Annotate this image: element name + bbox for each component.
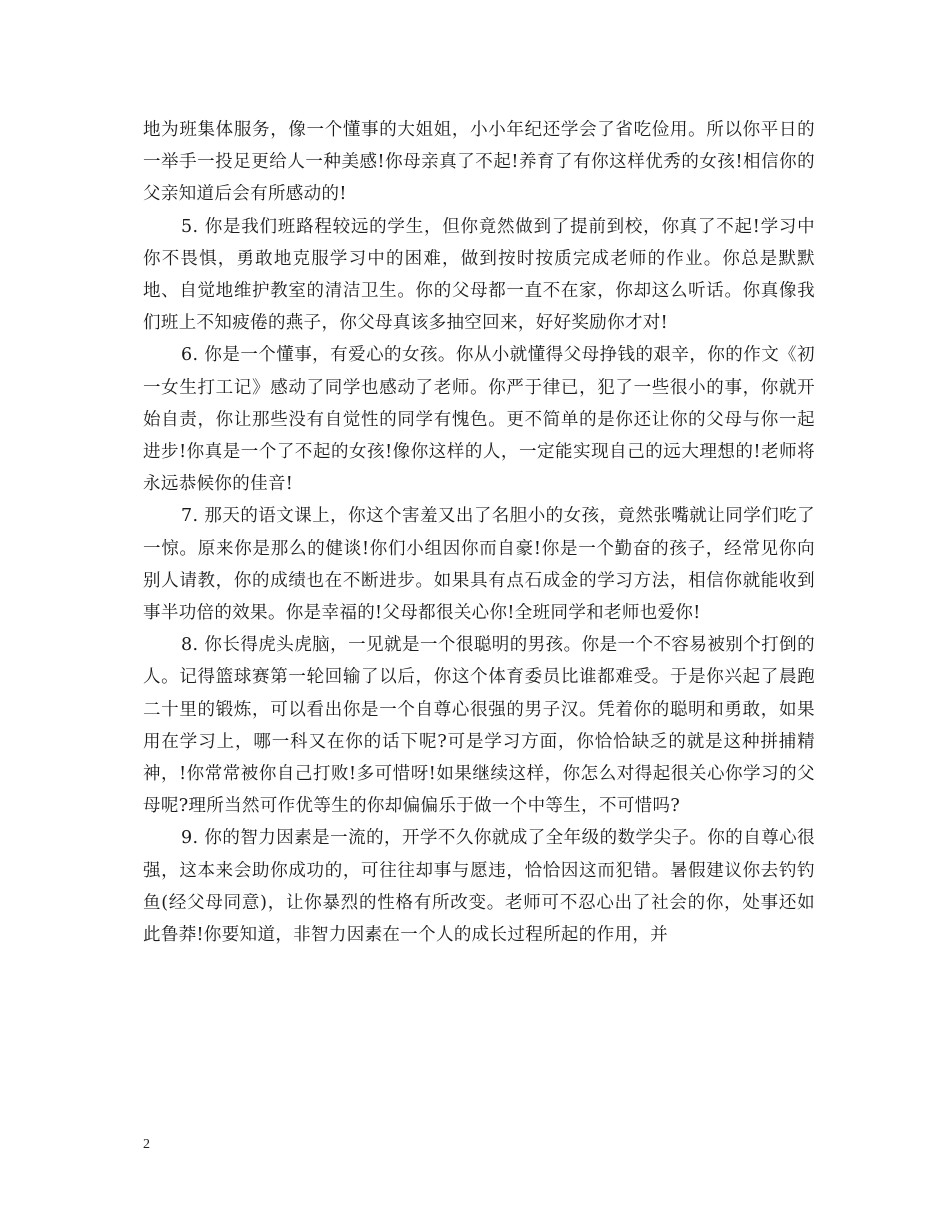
paragraph-item-8: 8. 你长得虎头虎脑，一见就是一个很聪明的男孩。你是一个不容易被别个打倒的人。记得篮球赛第一轮回输了以后，你这个体育委员比谁都难受。于是你兴起了晨跑二十里的锻炼，可以看出你是一个自尊心很强的男子汉。凭着你的聪明和勇敢，如果用在学习上，哪一科又在你的话下呢?可是学习方面，你恰恰缺乏的就是这种拼捕精神，!你常常被你自己打败!多可惜呀!如果继续这样，你怎么对得起很关心你学习的父母呢?理所当然可作优等生的你却偏偏乐于做一个中等生，不可惜吗?: [143, 635, 815, 817]
document-body: [143, 114, 815, 951]
paragraph-item-6: 6. 你是一个懂事，有爱心的女孩。你从小就懂得父母挣钱的艰辛，你的作文《初一女生打工记》感动了同学也感动了老师。你严于律已，犯了一些很小的事，你就开始自责，你让那些没有自觉性的同学有愧色。更不简单的是你还让你的父母与你一起进步!你真是一个了不起的女孩!像你这样的人，一定能实现自己的远大理想的!老师将永远恭候你的佳音!: [143, 345, 815, 495]
paragraph-item-7: 7. 那天的语文课上，你这个害羞又出了名胆小的女孩，竟然张嘴就让同学们吃了一惊。原来你是那么的健谈!你们小组因你而自豪!你是一个勤奋的孩子，经常见你向别人请教，你的成绩也在不断进步。如果具有点石成金的学习方法，相信你就能收到事半功倍的效果。你是幸福的!父母都很关心你!全班同学和老师也爱你!: [143, 506, 815, 624]
page-number: 2: [143, 1137, 150, 1152]
paragraph-item-5: 5. 你是我们班路程较远的学生，但你竟然做到了提前到校，你真了不起!学习中你不畏惧，勇敢地克服学习中的困难，做到按时按质完成老师的作业。你总是默默地、自觉地维护教室的清洁卫生。你的父母都一直不在家，你却这么听话。你真像我们班上不知疲倦的燕子，你父母真该多抽空回来，好好奖励你才对!: [143, 216, 815, 334]
paragraph-continued: 地为班集体服务，像一个懂事的大姐姐，小小年纪还学会了省吃俭用。所以你平日的一举手一投足更给人一种美感!你母亲真了不起!养育了有你这样优秀的女孩!相信你的父亲知道后会有所感动的!: [143, 120, 815, 205]
paragraph-item-9: 9. 你的智力因素是一流的，开学不久你就成了全年级的数学尖子。你的自尊心很强，这本来会助你成功的，可往往却事与愿违，恰恰因这而犯错。暑假建议你去钓钓鱼(经父母同意)，让你暴烈的性格有所改变。老师可不忍心出了社会的你，处事还如此鲁莽!你要知道，非智力因素在一个人的成长过程所起的作用，并: [143, 828, 815, 946]
